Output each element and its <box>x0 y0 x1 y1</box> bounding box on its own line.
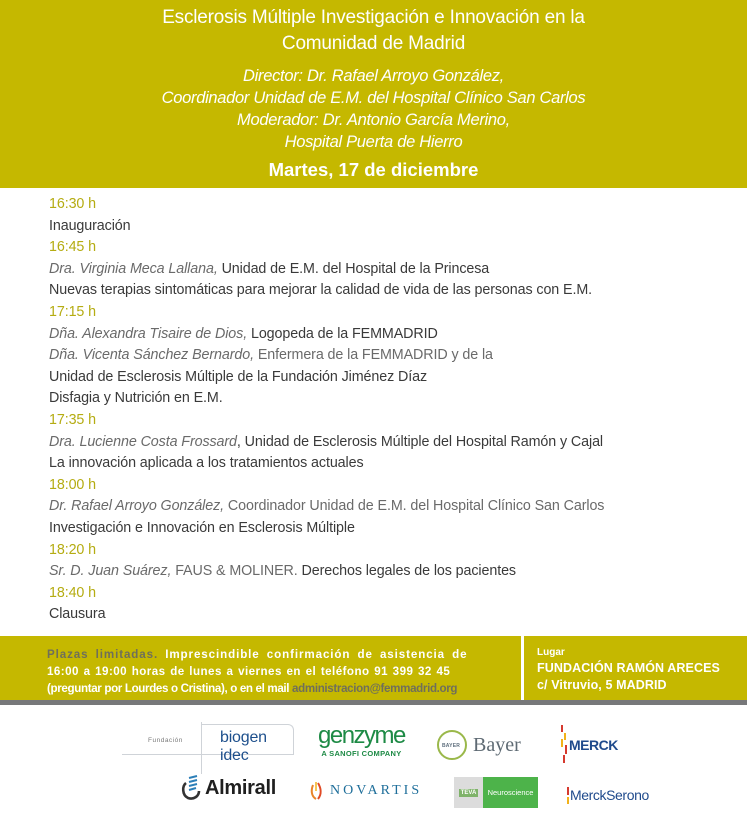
director-line-2: Coordinador Unidad de E.M. del Hospital Clínico San Carlos <box>161 89 586 107</box>
program-schedule <box>49 194 739 626</box>
event-header <box>0 0 747 188</box>
speaker-name: Dra. Virginia Meca Lallana, <box>49 260 218 277</box>
speaker-affiliation: Unidad de E.M. del Hospital de la Princesa <box>217 260 490 277</box>
almirall-logo: Almirall <box>180 775 276 801</box>
speaker-name: Dña. Alexandra Tisaire de Dios, <box>49 325 248 342</box>
session-title: Disfagia y Nutrición en E.M. <box>49 390 223 407</box>
session-title: Inauguración <box>49 217 131 234</box>
limited-seats-label: Plazas limitadas. <box>47 648 159 661</box>
speaker-affiliation-continued: Unidad de Esclerosis Múltiple de la Fundación Jiménez Díaz <box>49 368 428 385</box>
phone-line: 16:00 a 19:00 horas de lunes a viernes en el teléfono 91 399 32 45 <box>47 665 451 678</box>
event-date: Martes, 17 de diciembre <box>268 159 479 180</box>
time-slot: 16:45 h <box>49 239 97 256</box>
registration-info-bar <box>0 636 747 700</box>
session-title: Nuevas terapias sintomáticas para mejorar la calidad de vida de las personas con E.M. <box>49 282 593 299</box>
time-slot: 18:40 h <box>49 584 97 601</box>
session-title: La innovación aplicada a los tratamientos actuales <box>49 455 364 472</box>
genzyme-logo: genzyme A SANOFI COMPANY <box>318 722 405 758</box>
sponsor-logos <box>0 705 747 836</box>
speaker-line <box>49 324 739 346</box>
speaker-name: Dra. Lucienne Costa Frossard <box>49 433 237 450</box>
merck-serono-logo: MerckSerono <box>566 783 649 807</box>
info-divider <box>521 636 524 700</box>
speaker-line <box>49 432 739 454</box>
speaker-affiliation: Logopeda de la FEMMADRID <box>247 325 438 342</box>
time-slot: 17:15 h <box>49 303 97 320</box>
event-title-line-2: Comunidad de Madrid <box>281 33 466 54</box>
speaker-name: Sr. D. Juan Suárez, <box>49 563 172 580</box>
speaker-line <box>49 259 739 281</box>
biogen-idec-logo: Fundación biogen idec <box>122 722 296 762</box>
speaker-affiliation: Coordinador Unidad de E.M. del Hospital Clínico San Carlos <box>224 498 605 515</box>
event-title-line-1: Esclerosis Múltiple Investigación e Innovación en la <box>162 7 585 28</box>
session-title: Derechos legales de los pacientes <box>297 563 516 580</box>
moderator-line-1: Moderador: Dr. Antonio García Merino, <box>237 111 510 129</box>
novartis-logo: NOVARTIS <box>310 781 422 801</box>
contact-email-link[interactable]: administracion@femmadrid.org <box>292 682 458 695</box>
speaker-line <box>49 496 739 518</box>
director-line-1: Director: Dr. Rafael Arroyo González, <box>243 67 504 85</box>
speaker-name: Dña. Vicenta Sánchez Bernardo, <box>49 347 254 364</box>
bayer-logo: BAYER Bayer <box>437 730 521 760</box>
session-title: Clausura <box>49 606 106 623</box>
speaker-affiliation: FAUS & MOLINER. <box>171 563 298 580</box>
speaker-affiliation: Enfermera de la FEMMADRID y de la <box>253 347 493 364</box>
session-title: Investigación e Innovación en Esclerosis Múltiple <box>49 519 355 536</box>
teva-neuroscience-logo: TEVA Neuroscience <box>454 777 538 808</box>
bayer-cross-icon: BAYER <box>437 730 467 760</box>
registration-notice: Plazas limitadas. Imprescindible confirmación de asistencia de 16:00 a 19:00 horas de lunes a viernes en el teléfono 91 399 32 45 (preguntar por Lourdes o Cristina), o en el mail administracion@femmadrid.org <box>47 646 499 697</box>
speaker-line <box>49 345 739 367</box>
time-slot: 16:30 h <box>49 196 97 212</box>
time-slot: 18:20 h <box>49 541 97 558</box>
time-slot: 17:35 h <box>49 411 97 428</box>
speaker-affiliation: , Unidad de Esclerosis Múltiple del Hospital Ramón y Cajal <box>236 433 604 450</box>
moderator-line-2: Hospital Puerta de Hierro <box>284 133 463 151</box>
merck-bars-icon <box>560 725 568 765</box>
venue-label: Lugar <box>537 647 565 658</box>
speaker-line <box>49 561 739 583</box>
speaker-name: Dr. Rafael Arroyo González, <box>49 498 225 515</box>
merck-logo: MERCK <box>560 725 618 765</box>
time-slot: 18:00 h <box>49 476 97 493</box>
venue-block <box>537 646 720 694</box>
venue-address: c/ Vitruvio, 5 MADRID <box>537 678 667 692</box>
venue-name: FUNDACIÓN RAMÓN ARECES <box>537 661 720 675</box>
novartis-flame-icon <box>310 781 324 801</box>
almirall-icon <box>180 775 202 801</box>
